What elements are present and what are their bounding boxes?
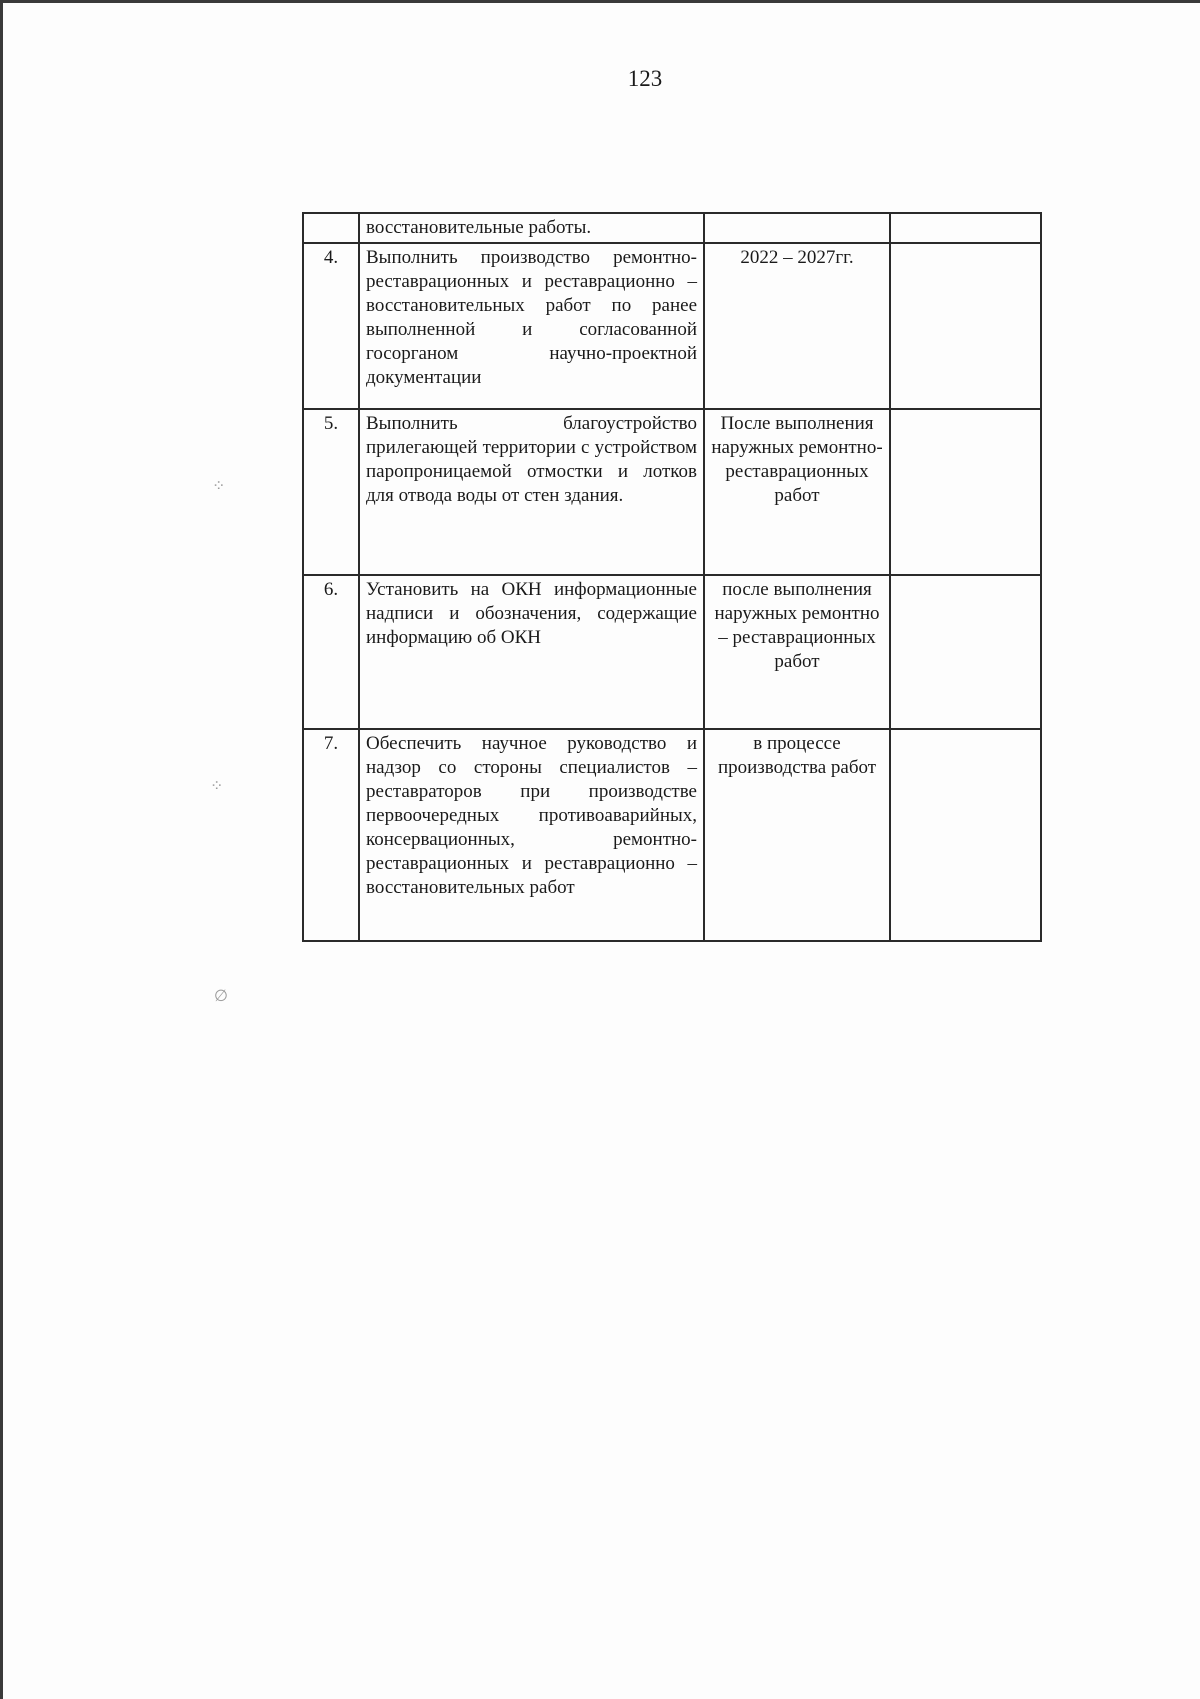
row-number-cell: 5.	[303, 409, 359, 575]
table-row	[303, 575, 1041, 729]
table-row	[303, 243, 1041, 409]
scan-edge-left	[0, 0, 3, 1699]
measures-table	[302, 212, 1042, 942]
term-cell: после выполнения наружных ремонтно – реставрационных работ	[704, 575, 890, 729]
action-cell: Выполнить производство ремонтно-реставрационных и реставрационно – восстановительных работ по ранее выполненной и согласованной госорганом научно-проектной документации	[359, 243, 704, 409]
note-cell	[890, 243, 1041, 409]
note-cell	[890, 213, 1041, 243]
scan-speck: ⁘	[210, 778, 224, 795]
scan-edge-top	[0, 0, 1200, 3]
row-number-cell: 4.	[303, 243, 359, 409]
term-cell: 2022 – 2027гг.	[704, 243, 890, 409]
note-cell	[890, 729, 1041, 941]
term-cell	[704, 213, 890, 243]
table-row	[303, 213, 1041, 243]
action-cell: Выполнить благоустройство прилегающей территории с устройством паропроницаемой отмостки и лотков для отвода воды от стен здания.	[359, 409, 704, 575]
term-cell: После выполнения наружных ремонтно-реставрационных работ	[704, 409, 890, 575]
scan-speck: ⁘	[212, 478, 226, 495]
term-cell: в процессе производства работ	[704, 729, 890, 941]
note-cell	[890, 575, 1041, 729]
action-cell: Установить на ОКН информационные надписи и обозначения, содержащие информацию об ОКН	[359, 575, 704, 729]
scan-speck: ∅	[214, 988, 228, 1005]
action-cell: Обеспечить научное руководство и надзор со стороны специалистов – реставраторов при производстве первоочередных противоаварийных, консервационных, ремонтно-реставрационных и реставрационно – восстановительных работ	[359, 729, 704, 941]
action-cell: восстановительные работы.	[359, 213, 704, 243]
row-number-cell: 7.	[303, 729, 359, 941]
table-row	[303, 729, 1041, 941]
table-row	[303, 409, 1041, 575]
note-cell	[890, 409, 1041, 575]
row-number-cell: 6.	[303, 575, 359, 729]
row-number-cell	[303, 213, 359, 243]
page-number: 123	[627, 66, 663, 91]
